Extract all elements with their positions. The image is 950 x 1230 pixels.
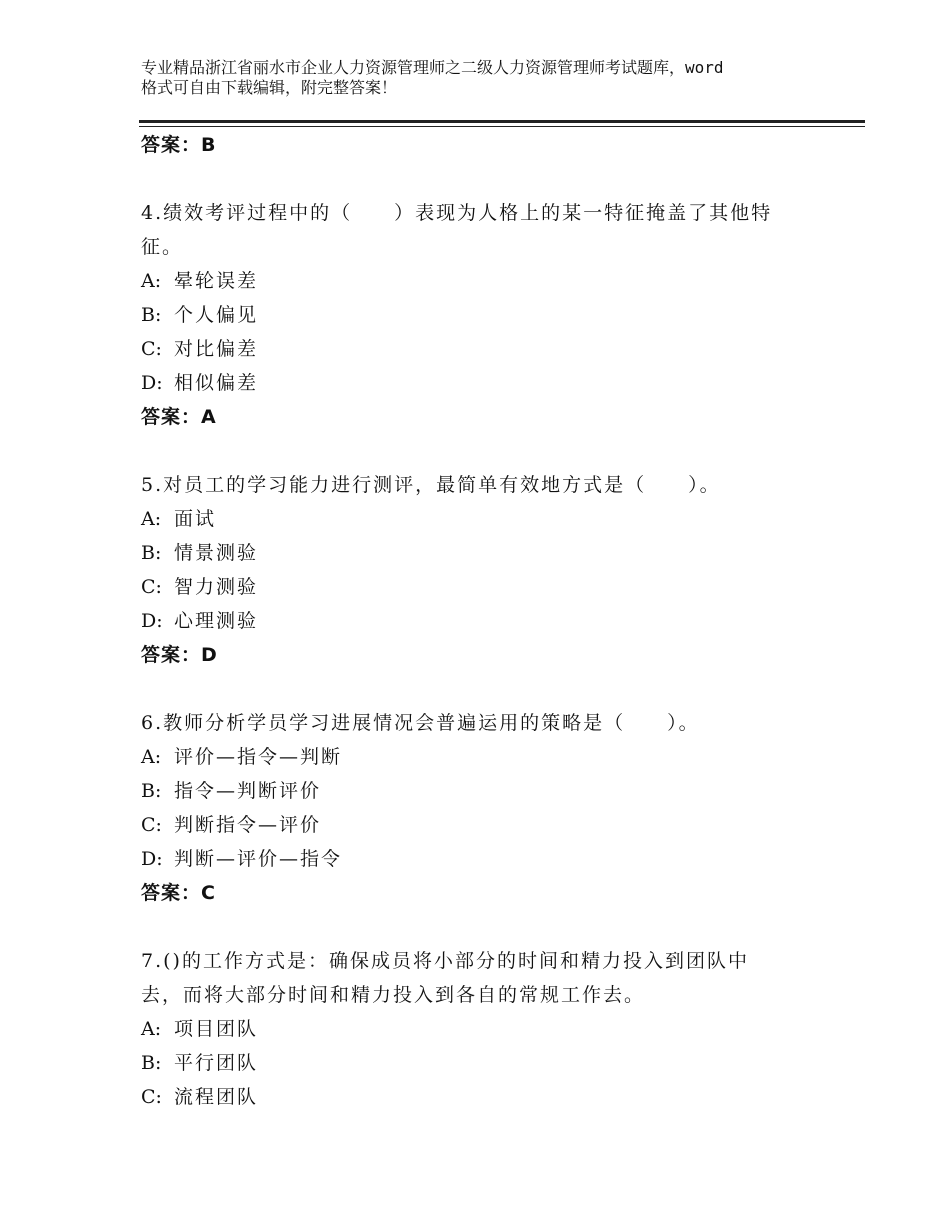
option-text: 晕轮误差 [174, 270, 259, 292]
option-text: 流程团队 [174, 1086, 259, 1108]
answer-option [141, 808, 841, 842]
question-text: 5.对员工的学习能力进行测评，最简单有效地方式是（ ）。 [141, 474, 721, 496]
option-text: 项目团队 [174, 1018, 259, 1040]
option-label: D: [141, 848, 163, 870]
header-rule-thick [139, 120, 865, 123]
option-label: B: [141, 542, 162, 564]
option-text: 指令—判断评价 [174, 780, 322, 802]
option-label: D: [141, 610, 163, 632]
answer-option [141, 264, 841, 298]
answer-option [141, 366, 841, 400]
answer-line: 答案：B [141, 134, 217, 156]
question-text: 7.()的工作方式是：确保成员将小部分的时间和精力投入到团队中 [141, 950, 749, 972]
option-label: C: [141, 1086, 162, 1108]
question-list [141, 128, 841, 1114]
question-block [141, 706, 841, 910]
option-label: A: [141, 270, 162, 292]
question-text: 征。 [141, 236, 184, 258]
option-text: 对比偏差 [174, 338, 259, 360]
answer-option [141, 740, 841, 774]
option-label: B: [141, 304, 162, 326]
header-line-2: 格式可自由下载编辑，附完整答案！ [141, 78, 398, 97]
answer-line: 答案：D [141, 644, 218, 666]
option-label: A: [141, 746, 162, 768]
answer-option [141, 536, 841, 570]
option-label: A: [141, 508, 162, 530]
header-rule-thin [139, 126, 865, 127]
option-label: C: [141, 338, 162, 360]
option-text: 判断—评价—指令 [174, 848, 343, 870]
question-block [141, 944, 841, 1114]
option-label: A: [141, 1018, 162, 1040]
question-block [141, 196, 841, 434]
question-block [141, 468, 841, 672]
option-text: 相似偏差 [174, 372, 259, 394]
question-text: 6.教师分析学员学习进展情况会普遍运用的策略是（ ）。 [141, 712, 700, 734]
answer-option [141, 774, 841, 808]
option-label: B: [141, 1052, 162, 1074]
answer-line: 答案：C [141, 882, 216, 904]
answer-option [141, 332, 841, 366]
answer-line: 答案：A [141, 406, 217, 428]
answer-option [141, 502, 841, 536]
option-text: 心理测验 [174, 610, 259, 632]
answer-option [141, 842, 841, 876]
option-label: C: [141, 814, 162, 836]
option-text: 平行团队 [174, 1052, 259, 1074]
question-text: 去，而将大部分时间和精力投入到各自的常规工作去。 [141, 984, 646, 1006]
answer-option [141, 1046, 841, 1080]
option-label: D: [141, 372, 163, 394]
answer-option [141, 1080, 841, 1114]
option-text: 情景测验 [174, 542, 259, 564]
option-text: 判断指令—评价 [174, 814, 322, 836]
question-text: 4.绩效考评过程中的（ ）表现为人格上的某一特征掩盖了其他特 [141, 202, 773, 224]
option-text: 评价—指令—判断 [174, 746, 343, 768]
document-header [141, 58, 831, 98]
option-label: C: [141, 576, 162, 598]
option-text: 个人偏见 [174, 304, 259, 326]
header-line-1: 专业精品浙江省丽水市企业人力资源管理师之二级人力资源管理师考试题库，word [141, 58, 724, 77]
option-text: 面试 [174, 508, 217, 530]
answer-option [141, 1012, 841, 1046]
answer-option [141, 570, 841, 604]
option-label: B: [141, 780, 162, 802]
answer-option [141, 604, 841, 638]
answer-option [141, 298, 841, 332]
option-text: 智力测验 [174, 576, 259, 598]
